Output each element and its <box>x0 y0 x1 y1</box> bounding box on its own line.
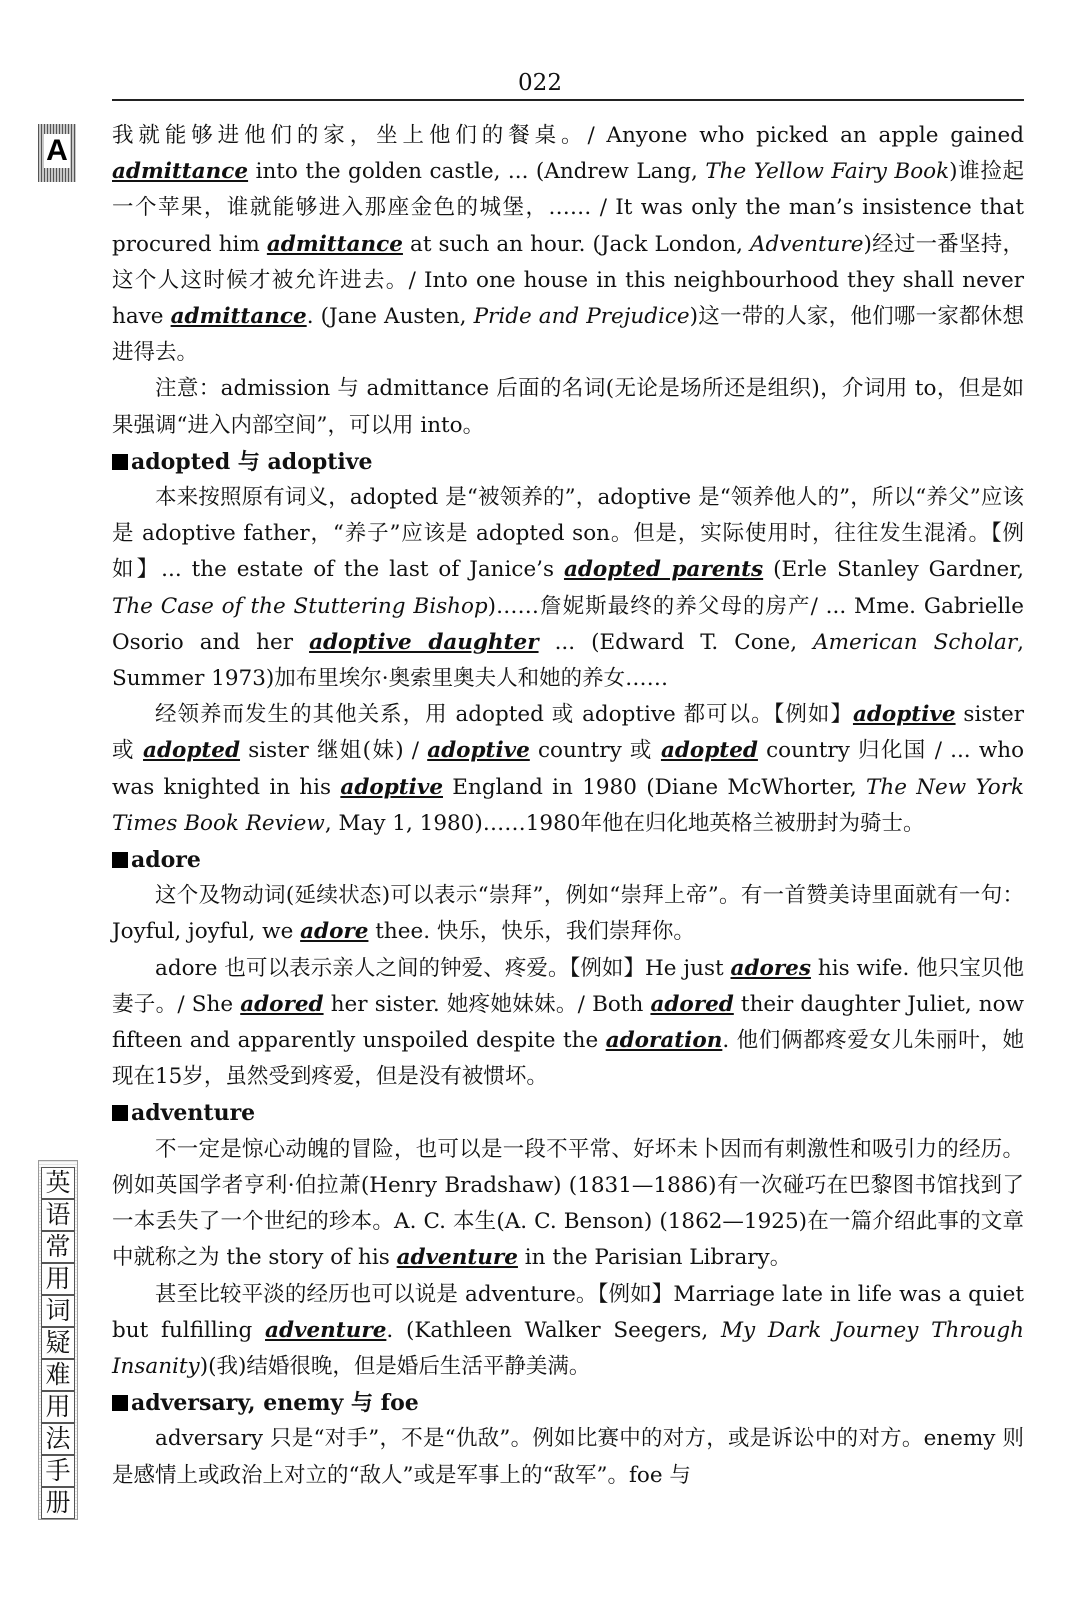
side-title-char: 语 <box>41 1199 75 1231</box>
entry-heading-text: adventure <box>131 1100 256 1127</box>
body-paragraph: 本来按照原有词义，adopted 是“被领养的”，adoptive 是“领养他人的”，所以“养父”应该是 adoptive father，“养子”应该是 adopted son。但是，实际使用时，往往发生混淆。【例如】... the estate of the last of Janice’s adopted parents (Erle Stanley Gardner, The Case of the Stuttering Bishop)……詹妮斯最终的养父母的房产/ ... Mme. Gabrielle Osorio and her adoptive daughter ... (Edward T. Cone, American Scholar, Summer 1973)加布里埃尔·奥索里奥夫人和她的养女…… <box>112 485 1024 692</box>
letter-tab <box>38 124 76 182</box>
entry-heading-text: adversary, enemy 与 foe <box>131 1390 419 1417</box>
side-title-char: 疑 <box>41 1327 75 1359</box>
book-side-title <box>38 1160 78 1520</box>
body-paragraph: 经领养而发生的其他关系，用 adopted 或 adoptive 都可以。【例如】adoptive sister 或 adopted sister 继姐(妹) / adoptive country 或 adopted country 归化国 / ... who was knighted in his adoptive England in 1980 (Diane McWhorter, The New York Times Book Review, May 1, 1980)……1980年他在归化地英格兰被册封为骑士。 <box>112 702 1025 836</box>
side-title-char: 用 <box>41 1263 75 1295</box>
page-body <box>112 118 1024 1494</box>
body-paragraph: 我就能够进他们的家，坐上他们的餐桌。/ Anyone who picked an apple gained admittance into the golden castle, ... (Andrew Lang, The Yellow Fairy Book)谁捡起一个苹果，谁就能够进入那座金色的城堡，…… / It was only the man’s insistence that procured him admittance at such an hour. (Jack London, Adventure)经过一番坚持，这个人这时候才被允许进去。/ Into one house in this neighbourhood they shall never have admittance. (Jane Austen, Pride and Prejudice)这一带的人家，他们哪一家都休想进得去。 <box>112 123 1025 366</box>
page-number: 022 <box>518 70 562 96</box>
body-paragraph: 甚至比较平淡的经历也可以说是 adventure。【例如】Marriage late in life was a quiet but fulfilling adventure. (Kathleen Walker Seegers, My Dark Journey Through Insanity)(我)结婚很晚，但是婚后生活平静美满。 <box>112 1281 1025 1379</box>
square-bullet-icon <box>112 1395 128 1411</box>
side-title-char: 用 <box>41 1391 75 1423</box>
side-title-char: 英 <box>41 1167 75 1199</box>
square-bullet-icon <box>112 454 128 470</box>
entry-heading <box>112 1385 1024 1421</box>
square-bullet-icon <box>112 1105 128 1121</box>
side-title-char: 册 <box>41 1487 75 1519</box>
entry-heading <box>112 444 1024 480</box>
entry-heading <box>112 1095 1024 1131</box>
square-bullet-icon <box>112 852 128 868</box>
body-paragraph: 注意：admission 与 admittance 后面的名词(无论是场所还是组织)，介词用 to，但是如果强调“进入内部空间”，可以用 into。 <box>112 376 1024 438</box>
body-paragraph: 这个及物动词(延续状态)可以表示“崇拜”，例如“崇拜上帝”。有一首赞美诗里面就有一句：Joyful, joyful, we adore thee. 快乐，快乐，我们崇拜你。 <box>112 883 1024 945</box>
side-title-char: 常 <box>41 1231 75 1263</box>
entry-heading <box>112 842 1024 878</box>
header-rule <box>112 99 1024 101</box>
side-title-char: 词 <box>41 1295 75 1327</box>
letter-tab-label: A <box>44 134 70 168</box>
side-title-char: 法 <box>41 1423 75 1455</box>
body-paragraph: 不一定是惊心动魄的冒险，也可以是一段不平常、好坏未卜因而有刺激性和吸引力的经历。例如英国学者亨利·伯拉萧(Henry Bradshaw) (1831—1886)有一次碰巧在巴黎图书馆找到了一本丢失了一个世纪的珍本。A. C. 本生(A. C. Benson) (1862—1925)在一篇介绍此事的文章中就称之为 the story of his adventure in the Parisian Library。 <box>112 1136 1024 1271</box>
body-paragraph: adversary 只是“对手”，不是“仇敌”。例如比赛中的对方，或是诉讼中的对方。enemy 则是感情上或政治上对立的“敌人”或是军事上的“敌军”。foe 与 <box>112 1426 1024 1488</box>
entry-heading-text: adopted 与 adoptive <box>131 448 373 475</box>
body-paragraph: adore 也可以表示亲人之间的钟爱、疼爱。【例如】He just adores his wife. 他只宝贝他妻子。/ She adored her sister. 她疼她妹妹。/ Both adored their daughter Juliet, now fifteen and apparently unspoiled despite the adoration. 他们俩都疼爱女儿朱丽叶，她现在15岁，虽然受到疼爱，但是没有被惯坏。 <box>112 955 1025 1090</box>
side-title-char: 手 <box>41 1455 75 1487</box>
entry-heading-text: adore <box>131 847 201 874</box>
side-title-char: 难 <box>41 1359 75 1391</box>
